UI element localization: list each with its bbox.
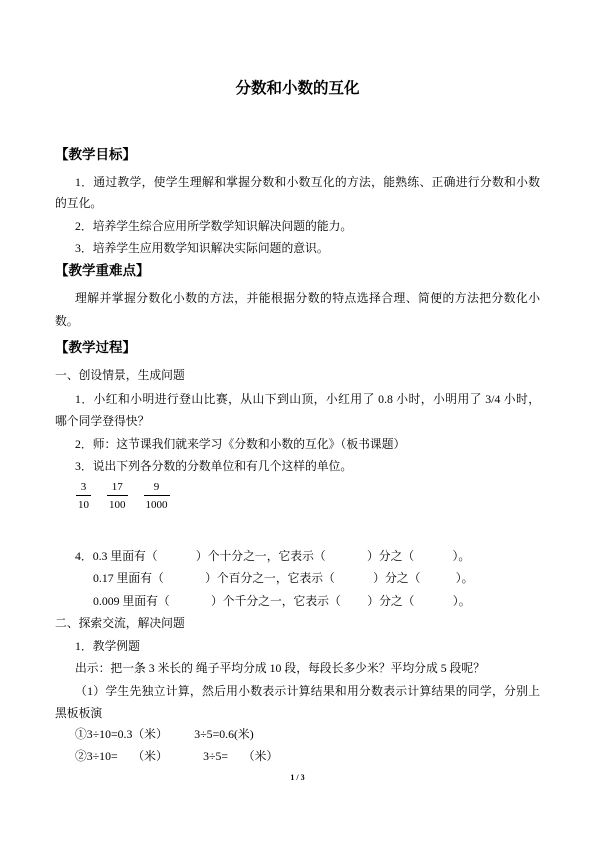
fraction xyxy=(144,481,170,511)
process-part-2-title: 二、探索交流，解决问题 xyxy=(55,616,185,630)
document-title: 分数和小数的互化 xyxy=(235,80,360,97)
process-part-1-title: 一、创设情景，生成问题 xyxy=(55,368,185,382)
calculation-line-2: ②3÷10= （米） 3÷5= （米） xyxy=(75,749,279,763)
objective-1-line-1: 1．通过教学，使学生理解和掌握分数和小数互化的方法，能熟练、正确进行分数和小数 xyxy=(75,175,540,189)
question-4-line-1: 4．0.3 里面有（ ）个十分之一，它表示（ ）分之（ ）。 xyxy=(75,549,471,563)
fraction-denominator: 100 xyxy=(109,499,126,511)
section-heading-key-points: 【教学重难点】 xyxy=(55,263,150,278)
fraction-denominator: 10 xyxy=(78,499,89,511)
question-4-line-2: 0.17 里面有（ ）个百分之一，它表示（ ）分之（ ）。 xyxy=(93,571,474,585)
fraction-denominator: 1000 xyxy=(145,499,168,511)
fraction xyxy=(107,481,128,511)
section-heading-objectives: 【教学目标】 xyxy=(55,147,136,162)
fraction xyxy=(76,481,91,511)
fraction-numerator: 3 xyxy=(76,481,91,496)
fraction-list xyxy=(76,481,170,511)
question-2: 2．师：这节课我们就来学习《分数和小数的互化》（板书课题） xyxy=(75,437,406,451)
page-number: 1 / 3 xyxy=(290,773,305,782)
step-1-1-line-1: （1）学生先独立计算，然后用小数表示计算结果和用分数表示计算结果的同学，分别上 xyxy=(75,684,540,698)
objective-1-line-2: 的互化。 xyxy=(55,196,103,210)
question-1-line-1: 1．小红和小明进行登山比赛，从山下到山顶，小红用了 0.8 小时，小明用了 3/4 小时， xyxy=(75,392,540,406)
question-1-line-2: 哪个同学登得快？ xyxy=(55,414,150,428)
fraction-numerator: 17 xyxy=(107,481,128,496)
question-4-line-3: 0.009 里面有（ ）个千分之一，它表示（ ）分之（ ）。 xyxy=(93,594,471,608)
section-heading-process: 【教学过程】 xyxy=(55,340,136,355)
question-3: 3．说出下列各分数的分数单位和有几个这样的单位。 xyxy=(75,459,353,473)
key-points-line-2: 数。 xyxy=(55,314,79,328)
step-1-title: 1．教学例题 xyxy=(75,639,140,653)
calculation-line-1: ①3÷10=0.3（米） 3÷5=0.6(米) xyxy=(75,727,254,741)
objective-2: 2．培养学生综合应用所学数学知识解决问题的能力。 xyxy=(75,219,353,233)
example-problem: 出示：把一条 3 米长的 绳子平均分成 10 段，每段长多少米？平均分成 5 段呢？ xyxy=(75,661,485,675)
key-points-line-1: 理解并掌握分数化小数的方法，并能根据分数的特点选择合理、简便的方法把分数化小 xyxy=(75,291,540,305)
step-1-1-line-2: 黑板板演 xyxy=(55,706,103,720)
fraction-numerator: 9 xyxy=(144,481,170,496)
objective-3: 3．培养学生应用数学知识解决实际问题的意识。 xyxy=(75,241,329,255)
